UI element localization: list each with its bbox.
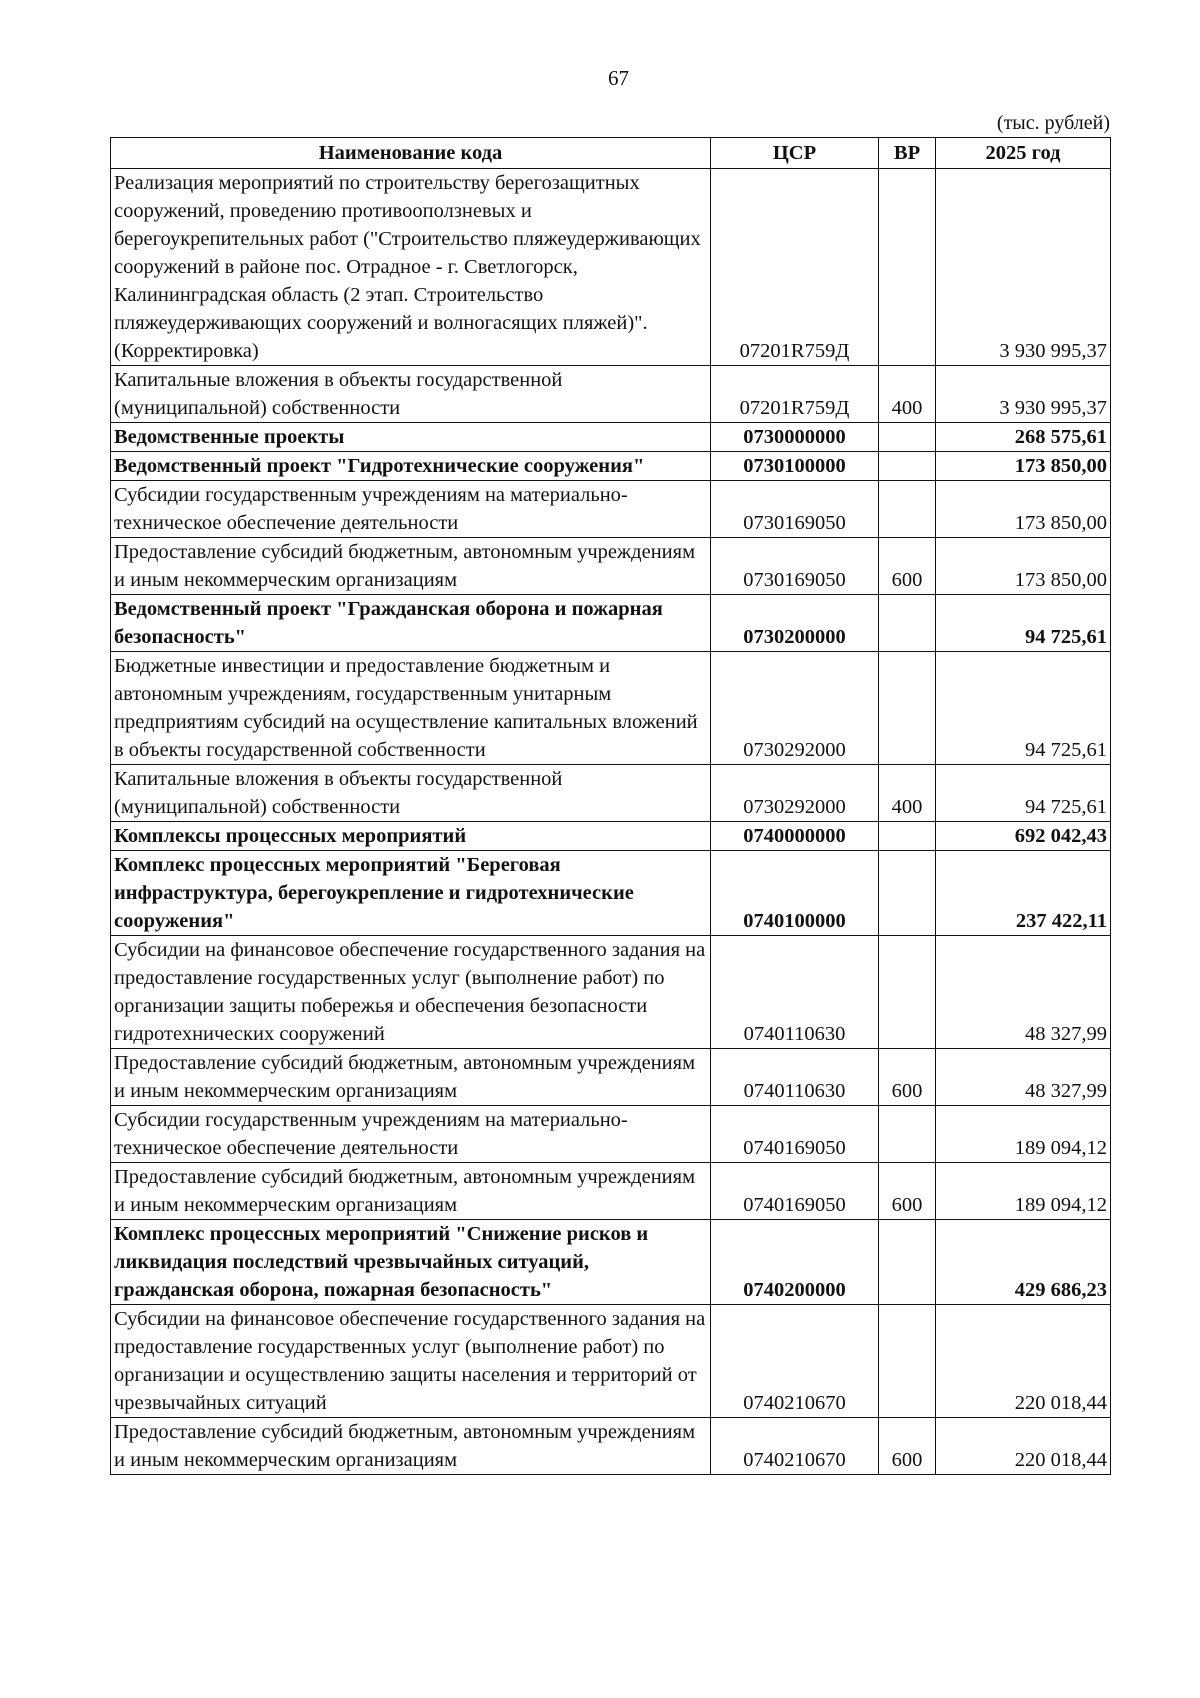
cell-csr: 0730000000 <box>711 423 879 452</box>
header-csr: ЦСР <box>711 138 879 169</box>
cell-vr <box>879 936 936 1049</box>
cell-csr: 0740110630 <box>711 936 879 1049</box>
cell-vr: 400 <box>879 765 936 822</box>
cell-csr: 07201R759Д <box>711 169 879 366</box>
cell-sum: 237 422,11 <box>936 851 1111 936</box>
table-row <box>111 481 1111 538</box>
cell-vr <box>879 595 936 652</box>
cell-name: Комплексы процессных мероприятий <box>111 822 711 851</box>
cell-csr: 0740210670 <box>711 1305 879 1418</box>
cell-name: Бюджетные инвестиции и предоставление бюджетным и автономным учреждениям, государственным унитарным предприятиям субсидий на осуществление капитальных вложений в объекты государственной собственности <box>111 652 711 765</box>
cell-vr: 600 <box>879 538 936 595</box>
table-row <box>111 851 1111 936</box>
cell-sum: 268 575,61 <box>936 423 1111 452</box>
table-row <box>111 423 1111 452</box>
table-row <box>111 595 1111 652</box>
cell-sum: 3 930 995,37 <box>936 169 1111 366</box>
table-row <box>111 936 1111 1049</box>
table-row <box>111 1106 1111 1163</box>
cell-name: Реализация мероприятий по строительству берегозащитных сооружений, проведению противооползневых и берегоукрепительных работ ("Строительство пляжеудерживающих сооружений в районе пос. Отрадное - г. Светлогорск, Калининградская область (2 этап. Строительство пляжеудерживающих сооружений и волногасящих пляжей)". (Корректировка) <box>111 169 711 366</box>
table-row <box>111 366 1111 423</box>
cell-csr: 0740000000 <box>711 822 879 851</box>
cell-sum: 189 094,12 <box>936 1163 1111 1220</box>
table-row <box>111 822 1111 851</box>
cell-name: Субсидии государственным учреждениям на материально-техническое обеспечение деятельности <box>111 1106 711 1163</box>
units-label: (тыс. рублей) <box>996 112 1110 134</box>
cell-sum: 429 686,23 <box>936 1220 1111 1305</box>
cell-vr: 600 <box>879 1049 936 1106</box>
cell-vr <box>879 822 936 851</box>
cell-sum: 48 327,99 <box>936 1049 1111 1106</box>
cell-sum: 220 018,44 <box>936 1418 1111 1475</box>
cell-sum: 189 094,12 <box>936 1106 1111 1163</box>
cell-vr: 600 <box>879 1163 936 1220</box>
table-row <box>111 1163 1111 1220</box>
table-row <box>111 169 1111 366</box>
cell-name: Капитальные вложения в объекты государственной (муниципальной) собственности <box>111 765 711 822</box>
cell-name: Комплекс процессных мероприятий "Снижение рисков и ликвидация последствий чрезвычайных ситуаций, гражданская оборона, пожарная безопасность" <box>111 1220 711 1305</box>
cell-name: Комплекс процессных мероприятий "Береговая инфраструктура, берегоукрепление и гидротехнические сооружения" <box>111 851 711 936</box>
cell-name: Предоставление субсидий бюджетным, автономным учреждениям и иным некоммерческим организациям <box>111 1418 711 1475</box>
cell-csr: 0740169050 <box>711 1106 879 1163</box>
cell-vr <box>879 652 936 765</box>
cell-name: Предоставление субсидий бюджетным, автономным учреждениям и иным некоммерческим организациям <box>111 538 711 595</box>
cell-sum: 173 850,00 <box>936 538 1111 595</box>
cell-sum: 173 850,00 <box>936 452 1111 481</box>
cell-csr: 0740100000 <box>711 851 879 936</box>
cell-csr: 0730292000 <box>711 765 879 822</box>
budget-table <box>110 137 1111 1475</box>
cell-vr <box>879 1106 936 1163</box>
cell-name: Капитальные вложения в объекты государственной (муниципальной) собственности <box>111 366 711 423</box>
cell-vr <box>879 169 936 366</box>
cell-csr: 0730100000 <box>711 452 879 481</box>
cell-csr: 0740169050 <box>711 1163 879 1220</box>
cell-vr <box>879 1305 936 1418</box>
cell-name: Ведомственный проект "Гидротехнические сооружения" <box>111 452 711 481</box>
cell-vr <box>879 1220 936 1305</box>
cell-sum: 48 327,99 <box>936 936 1111 1049</box>
table-row <box>111 1305 1111 1418</box>
cell-vr <box>879 851 936 936</box>
page-number: 67 <box>608 66 629 90</box>
header-sum: 2025 год <box>936 138 1111 169</box>
cell-vr <box>879 452 936 481</box>
table-row <box>111 538 1111 595</box>
cell-name: Субсидии государственным учреждениям на материально-техническое обеспечение деятельности <box>111 481 711 538</box>
table-row <box>111 765 1111 822</box>
cell-csr: 0730200000 <box>711 595 879 652</box>
table-row <box>111 1220 1111 1305</box>
cell-csr: 0740200000 <box>711 1220 879 1305</box>
cell-vr: 400 <box>879 366 936 423</box>
cell-name: Предоставление субсидий бюджетным, автономным учреждениям и иным некоммерческим организациям <box>111 1163 711 1220</box>
cell-vr <box>879 481 936 538</box>
cell-sum: 173 850,00 <box>936 481 1111 538</box>
cell-csr: 0730169050 <box>711 538 879 595</box>
cell-name: Субсидии на финансовое обеспечение государственного задания на предоставление государственных услуг (выполнение работ) по организации защиты побережья и обеспечения безопасности гидротехнических сооружений <box>111 936 711 1049</box>
cell-csr: 0730169050 <box>711 481 879 538</box>
cell-vr: 600 <box>879 1418 936 1475</box>
table-row <box>111 1418 1111 1475</box>
table-row <box>111 652 1111 765</box>
table-body <box>111 169 1111 1475</box>
header-name: Наименование кода <box>111 138 711 169</box>
cell-sum: 220 018,44 <box>936 1305 1111 1418</box>
cell-vr <box>879 423 936 452</box>
table-row <box>111 1049 1111 1106</box>
cell-sum: 94 725,61 <box>936 595 1111 652</box>
table-header-row <box>111 138 1111 169</box>
cell-name: Субсидии на финансовое обеспечение государственного задания на предоставление государственных услуг (выполнение работ) по организации и осуществлению защиты населения и территорий от чрезвычайных ситуаций <box>111 1305 711 1418</box>
cell-csr: 0740210670 <box>711 1418 879 1475</box>
cell-csr: 0730292000 <box>711 652 879 765</box>
header-vr: ВР <box>879 138 936 169</box>
cell-name: Предоставление субсидий бюджетным, автономным учреждениям и иным некоммерческим организациям <box>111 1049 711 1106</box>
cell-csr: 07201R759Д <box>711 366 879 423</box>
cell-sum: 3 930 995,37 <box>936 366 1111 423</box>
cell-csr: 0740110630 <box>711 1049 879 1106</box>
table-row <box>111 452 1111 481</box>
cell-name: Ведомственный проект "Гражданская оборона и пожарная безопасность" <box>111 595 711 652</box>
cell-name: Ведомственные проекты <box>111 423 711 452</box>
cell-sum: 94 725,61 <box>936 652 1111 765</box>
cell-sum: 692 042,43 <box>936 822 1111 851</box>
cell-sum: 94 725,61 <box>936 765 1111 822</box>
